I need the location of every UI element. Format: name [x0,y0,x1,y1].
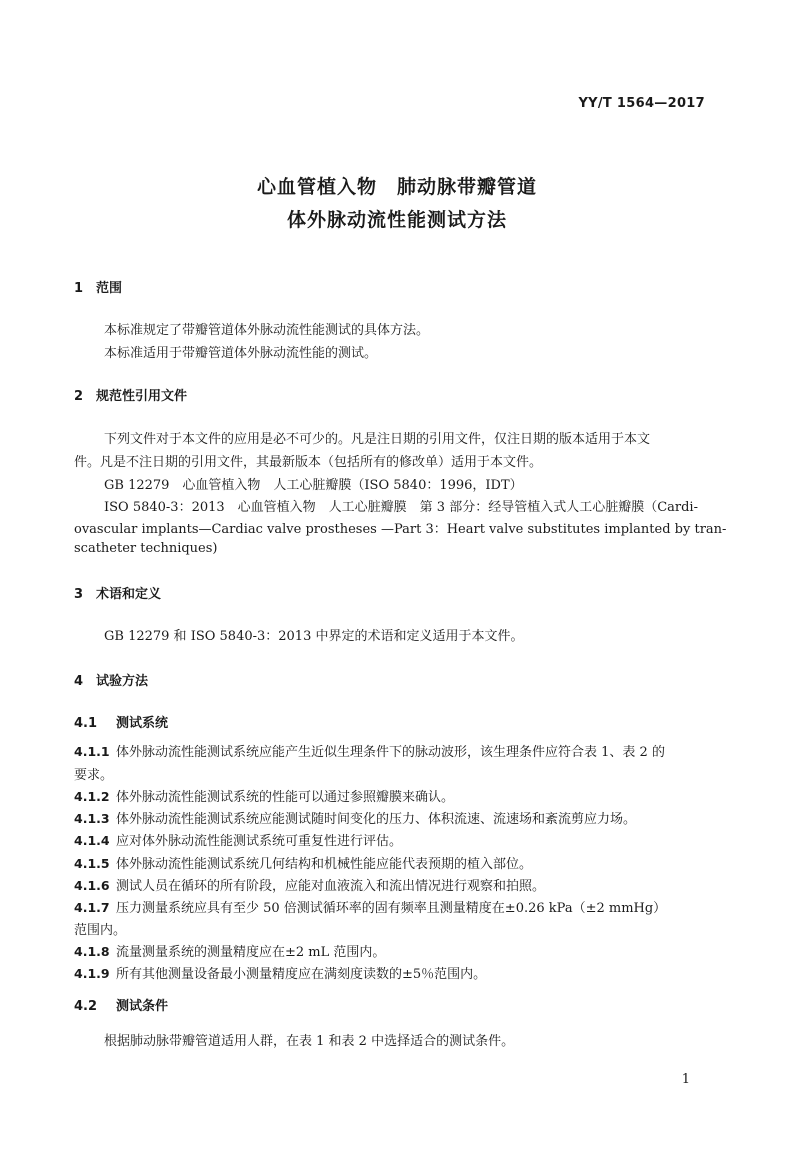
clause-text: 应对体外脉动流性能测试系统可重复性进行评估。 [116,834,403,849]
subsection-number: 4.1 [74,716,98,731]
subsection-title: 测试系统 [116,716,169,731]
clause-text: 体外脉动流性能测试系统的性能可以通过参照瓣膜来确认。 [116,790,455,805]
clause-text: 测试人员在循环的所有阶段，应能对血液流入和流出情况进行观察和拍照。 [116,879,546,894]
section-1-paragraph-1: 本标准规定了带瓣管道体外脉动流性能测试的具体方法。 [104,323,430,338]
clause-4-1-3 [74,808,636,827]
clause-4-1-5 [74,853,532,872]
clause-4-1-8 [74,941,385,960]
section-title: 试验方法 [96,674,149,689]
clause-text: 所有其他测量设备最小测量精度应在满刻度读数的±5％范围内。 [116,967,487,982]
clause-4-1-2 [74,786,454,805]
subsection-number: 4.2 [74,999,98,1014]
document-title-line-2: 体外脉动流性能测试方法 [286,209,507,231]
page-number: 1 [681,1072,690,1087]
section-title: 规范性引用文件 [96,389,188,404]
section-title: 术语和定义 [96,587,162,602]
clause-4-1-6 [74,875,545,894]
section-4-heading [74,670,148,689]
section-number: 1 [74,281,84,296]
clause-text: 压力测量系统应具有至少 50 倍测试循环率的固有频率且测量精度在±0.26 kPa（±2 mmHg） [116,901,667,916]
document-title-line-1: 心血管植入物 肺动脉带瓣管道 [256,176,537,198]
section-title: 范围 [96,281,123,296]
clause-4-1-4 [74,830,402,849]
section-number: 4 [74,674,84,689]
clause-number: 4.1.6 [74,878,110,893]
reference-iso-5840-3-line-3: scatheter techniques) [74,541,218,556]
section-2-paragraph-line-2: 件。凡是不注日期的引用文件，其最新版本（包括所有的修改单）适用于本文件。 [74,455,543,470]
reference-iso-5840-3-line-2: ovascular implants—Cardiac valve prostheses —Part 3：Heart valve substitutes implanted by tran- [74,522,727,537]
section-3-paragraph-1: GB 12279 和 ISO 5840-3：2013 中界定的术语和定义适用于本文件。 [104,629,524,644]
section-1-paragraph-2: 本标准适用于带瓣管道体外脉动流性能的测试。 [104,346,378,361]
section-number: 3 [74,587,84,602]
clause-4-1-7-continued: 范围内。 [74,923,127,938]
clause-text: 体外脉动流性能测试系统几何结构和机械性能应能代表预期的植入部位。 [116,857,533,872]
clause-number: 4.1.4 [74,833,110,848]
section-1-heading [74,277,122,296]
clause-4-1-1-continued: 要求。 [74,768,114,783]
clause-number: 4.1.9 [74,966,110,981]
section-number: 2 [74,389,84,404]
clause-number: 4.1.1 [74,744,110,759]
clause-number: 4.1.8 [74,944,110,959]
clause-number: 4.1.7 [74,900,110,915]
clause-4-1-1 [74,741,665,760]
subsection-title: 测试条件 [116,999,169,1014]
subsection-4-1-heading [74,712,168,731]
section-3-heading [74,583,161,602]
clause-number: 4.1.5 [74,856,110,871]
reference-gb-12279: GB 12279 心血管植入物 人工心脏瓣膜（ISO 5840：1996，IDT） [104,478,523,493]
clause-text: 体外脉动流性能测试系统应能测试随时间变化的压力、体积流速、流速场和紊流剪应力场。 [116,812,637,827]
clause-number: 4.1.3 [74,811,110,826]
reference-iso-5840-3-line-1: ISO 5840-3：2013 心血管植入物 人工心脏瓣膜 第 3 部分：经导管植入式人工心脏瓣膜（Cardi- [104,500,698,515]
subsection-4-2-paragraph: 根据肺动脉带瓣管道适用人群，在表 1 和表 2 中选择适合的测试条件。 [104,1034,515,1049]
clause-text: 体外脉动流性能测试系统应能产生近似生理条件下的脉动波形，该生理条件应符合表 1、表 2 的 [116,745,665,760]
clause-4-1-7 [74,897,666,916]
section-2-heading [74,385,187,404]
clause-number: 4.1.2 [74,789,110,804]
clause-4-1-9 [74,963,486,982]
section-2-paragraph-line-1: 下列文件对于本文件的应用是必不可少的。凡是注日期的引用文件，仅注日期的版本适用于本文 [104,432,651,447]
document-number: YY/T 1564—2017 [578,96,705,111]
clause-text: 流量测量系统的测量精度应在±2 mL 范围内。 [116,945,386,960]
subsection-4-2-heading [74,995,168,1014]
